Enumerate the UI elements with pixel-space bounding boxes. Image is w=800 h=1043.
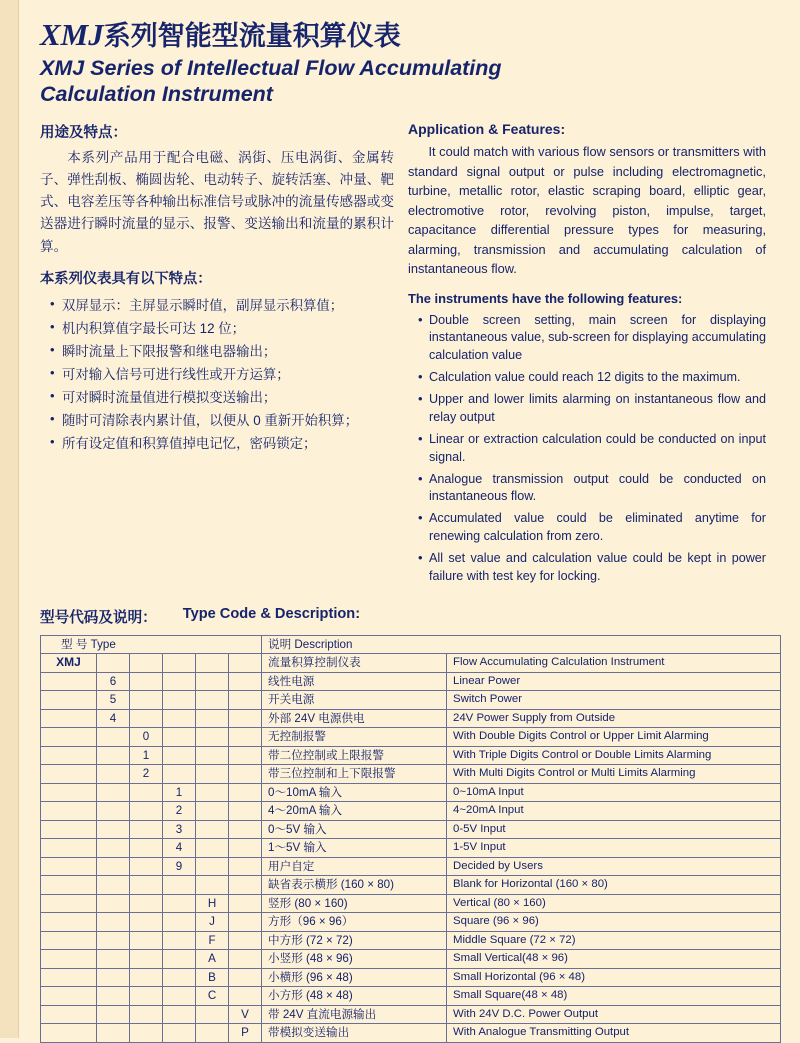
- cell-model-prefix: [41, 820, 97, 839]
- cell-code: [130, 1024, 163, 1043]
- col-header-type: 型 号 Type: [41, 635, 262, 654]
- cell-code: [163, 987, 196, 1006]
- cell-code: [130, 931, 163, 950]
- cell-code: [97, 839, 130, 858]
- cell-code: [97, 931, 130, 950]
- cell-code: [130, 987, 163, 1006]
- cell-code: [97, 820, 130, 839]
- features-list-cn: [40, 294, 394, 455]
- cell-code: [130, 820, 163, 839]
- cell-description-cn: 0～5V 输入: [262, 820, 447, 839]
- cell-code: [130, 802, 163, 821]
- table-row: [41, 654, 781, 673]
- cell-description-en: Middle Square (72 × 72): [447, 931, 781, 950]
- list-item: • Double screen setting, main screen for displaying instantaneous value, sub-screen for displaying accumulating calculation value: [418, 312, 766, 366]
- cell-model-prefix: [41, 857, 97, 876]
- list-item: • All set value and calculation value could be kept in power failure with test key for locking.: [418, 550, 766, 586]
- cell-description-en: With 24V D.C. Power Output: [447, 1005, 781, 1024]
- cell-description-cn: 无控制报警: [262, 728, 447, 747]
- cell-description-cn: 带 24V 直流电源输出: [262, 1005, 447, 1024]
- cell-description-cn: 带模拟变送输出: [262, 1024, 447, 1043]
- cell-code: [163, 746, 196, 765]
- cell-code: [130, 783, 163, 802]
- cell-model-prefix: [41, 1024, 97, 1043]
- cell-code: [163, 894, 196, 913]
- cell-description-en: 0-5V Input: [447, 820, 781, 839]
- cell-code: [196, 728, 229, 747]
- cell-description-cn: 方形（96 × 96）: [262, 913, 447, 932]
- column-english: [408, 121, 766, 589]
- cell-code: [130, 691, 163, 710]
- cell-code: [130, 950, 163, 969]
- table-row: [41, 857, 781, 876]
- cell-code: [196, 654, 229, 673]
- typecode-heading-cn: 型号代码及说明：: [40, 609, 157, 626]
- cell-code: [97, 654, 130, 673]
- cell-code: F: [196, 931, 229, 950]
- cell-model-prefix: [41, 802, 97, 821]
- features-list-en: [408, 312, 766, 586]
- cell-model-prefix: [41, 1005, 97, 1024]
- title-brand: XMJ: [40, 17, 104, 52]
- list-item: • Upper and lower limits alarming on instantaneous flow and relay output: [418, 391, 766, 427]
- cell-code: [163, 709, 196, 728]
- cell-description-cn: 缺省表示横形 (160 × 80): [262, 876, 447, 895]
- cell-code: [196, 1005, 229, 1024]
- cell-model-prefix: [41, 783, 97, 802]
- features-heading-en: The instruments have the following features:: [408, 290, 683, 306]
- cell-model-prefix: [41, 709, 97, 728]
- cell-code: [130, 968, 163, 987]
- cell-code: [229, 931, 262, 950]
- table-row: [41, 672, 781, 691]
- cell-code: [196, 709, 229, 728]
- cell-code: [196, 765, 229, 784]
- cell-code: [97, 802, 130, 821]
- cell-description-cn: 小横形 (96 × 48): [262, 968, 447, 987]
- cell-model-prefix: [41, 913, 97, 932]
- cell-code: [196, 802, 229, 821]
- table-row: [41, 839, 781, 858]
- cell-description-cn: 小方形 (48 × 48): [262, 987, 447, 1006]
- application-heading-en: Application & Features:: [408, 121, 566, 138]
- cell-code: [196, 857, 229, 876]
- cell-code: [163, 931, 196, 950]
- cell-model-prefix: [41, 746, 97, 765]
- cell-description-en: Flow Accumulating Calculation Instrument: [447, 654, 781, 673]
- page-title-en: [40, 55, 780, 107]
- cell-code: 4: [163, 839, 196, 858]
- cell-code: [229, 746, 262, 765]
- cell-code: [196, 876, 229, 895]
- cell-code: [163, 672, 196, 691]
- cell-code: 1: [163, 783, 196, 802]
- cell-code: [130, 876, 163, 895]
- cell-description-en: 1-5V Input: [447, 839, 781, 858]
- cell-code: [229, 783, 262, 802]
- cell-code: [97, 765, 130, 784]
- cell-code: J: [196, 913, 229, 932]
- page-left-margin-bar: [0, 0, 19, 1038]
- page-title-cn: [40, 14, 800, 53]
- cell-code: [196, 691, 229, 710]
- cell-code: [196, 820, 229, 839]
- list-item: • Calculation value could reach 12 digits to the maximum.: [418, 369, 766, 387]
- cell-model-prefix: [41, 691, 97, 710]
- cell-description-en: With Double Digits Control or Upper Limit Alarming: [447, 728, 781, 747]
- cell-description-en: With Triple Digits Control or Double Limits Alarming: [447, 746, 781, 765]
- cell-code: [163, 728, 196, 747]
- cell-description-cn: 开关电源: [262, 691, 447, 710]
- cell-description-cn: 线性电源: [262, 672, 447, 691]
- cell-code: [229, 894, 262, 913]
- cell-description-cn: 外部 24V 电源供电: [262, 709, 447, 728]
- cell-model-prefix: [41, 950, 97, 969]
- cell-code: [229, 802, 262, 821]
- cell-code: [163, 913, 196, 932]
- cell-description-en: With Multi Digits Control or Multi Limits Alarming: [447, 765, 781, 784]
- title-en-line2: Calculation Instrument: [40, 82, 273, 107]
- cell-code: [97, 894, 130, 913]
- cell-code: [196, 1024, 229, 1043]
- cell-code: [130, 1005, 163, 1024]
- cell-code: [229, 857, 262, 876]
- cell-code: [163, 654, 196, 673]
- cell-code: [163, 1005, 196, 1024]
- list-item: • 瞬时流量上下限报警和继电器输出；: [50, 340, 394, 363]
- cell-code: [163, 950, 196, 969]
- cell-code: [196, 839, 229, 858]
- cell-code: [97, 876, 130, 895]
- cell-code: [163, 765, 196, 784]
- cell-description-en: Switch Power: [447, 691, 781, 710]
- cell-model-prefix: XMJ: [41, 654, 97, 673]
- cell-model-prefix: [41, 876, 97, 895]
- title-en-line1: XMJ Series of Intellectual Flow Accumulating: [40, 56, 502, 80]
- cell-code: [97, 746, 130, 765]
- cell-description-cn: 流量积算控制仪表: [262, 654, 447, 673]
- cell-model-prefix: [41, 931, 97, 950]
- cell-description-en: Small Horizontal (96 × 48): [447, 968, 781, 987]
- cell-code: [97, 1024, 130, 1043]
- cell-description-en: Linear Power: [447, 672, 781, 691]
- cell-code: [229, 654, 262, 673]
- cell-description-cn: 4～20mA 输入: [262, 802, 447, 821]
- intro-columns: [40, 121, 780, 589]
- cell-code: [130, 913, 163, 932]
- cell-code: B: [196, 968, 229, 987]
- table-row: [41, 987, 781, 1006]
- cell-description-cn: 竖形 (80 × 160): [262, 894, 447, 913]
- cell-code: 3: [163, 820, 196, 839]
- cell-code: [163, 968, 196, 987]
- cell-model-prefix: [41, 894, 97, 913]
- table-row: [41, 709, 781, 728]
- cell-code: [196, 783, 229, 802]
- list-item: • 所有设定值和积算值掉电记忆，密码锁定；: [50, 432, 394, 455]
- cell-description-en: Blank for Horizontal (160 × 80): [447, 876, 781, 895]
- typecode-heading-en: Type Code & Description:: [182, 605, 361, 622]
- cell-code: [97, 987, 130, 1006]
- cell-code: A: [196, 950, 229, 969]
- cell-code: [163, 876, 196, 895]
- cell-code: [229, 672, 262, 691]
- cell-code: 0: [130, 728, 163, 747]
- cell-code: [163, 691, 196, 710]
- table-row: [41, 691, 781, 710]
- title-cn-rest: 系列智能型流量积算仪表: [103, 21, 401, 51]
- cell-code: [229, 876, 262, 895]
- cell-model-prefix: [41, 968, 97, 987]
- cell-description-en: Square (96 × 96): [447, 913, 781, 932]
- table-row: [41, 728, 781, 747]
- table-row: [41, 950, 781, 969]
- cell-code: [130, 894, 163, 913]
- cell-code: P: [229, 1024, 262, 1043]
- cell-description-cn: 1～5V 输入: [262, 839, 447, 858]
- cell-description-en: 4~20mA Input: [447, 802, 781, 821]
- cell-description-cn: 0～10mA 输入: [262, 783, 447, 802]
- cell-code: V: [229, 1005, 262, 1024]
- table-row: [41, 913, 781, 932]
- cell-code: 4: [97, 709, 130, 728]
- cell-description-en: With Analogue Transmitting Output: [447, 1024, 781, 1043]
- table-row: [41, 765, 781, 784]
- table-row: [41, 1005, 781, 1024]
- cell-model-prefix: [41, 765, 97, 784]
- cell-code: [97, 913, 130, 932]
- cell-code: [97, 728, 130, 747]
- typecode-heading: [40, 606, 800, 627]
- cell-code: H: [196, 894, 229, 913]
- cell-code: [130, 839, 163, 858]
- table-row: [41, 802, 781, 821]
- cell-code: 9: [163, 857, 196, 876]
- cell-code: [229, 728, 262, 747]
- table-row: [41, 968, 781, 987]
- table-row: [41, 931, 781, 950]
- features-heading-cn: 本系列仪表具有以下特点：: [40, 270, 212, 287]
- cell-code: [130, 672, 163, 691]
- list-item: • Linear or extraction calculation could be conducted on input signal.: [418, 431, 766, 467]
- cell-code: [163, 1024, 196, 1043]
- cell-code: [229, 709, 262, 728]
- cell-description-en: 0~10mA Input: [447, 783, 781, 802]
- list-item: • Accumulated value could be eliminated anytime for renewing calculation from zero.: [418, 510, 766, 546]
- cell-code: [229, 968, 262, 987]
- cell-description-cn: 小竖形 (48 × 96): [262, 950, 447, 969]
- table-header-row: [41, 635, 781, 654]
- cell-description-cn: 带三位控制和上下限报警: [262, 765, 447, 784]
- cell-description-en: Vertical (80 × 160): [447, 894, 781, 913]
- table-row: [41, 746, 781, 765]
- list-item: • 可对输入信号可进行线性或开方运算；: [50, 363, 394, 386]
- cell-model-prefix: [41, 672, 97, 691]
- cell-code: [130, 857, 163, 876]
- cell-code: [97, 950, 130, 969]
- cell-code: [97, 783, 130, 802]
- cell-description-cn: 带二位控制或上限报警: [262, 746, 447, 765]
- cell-model-prefix: [41, 987, 97, 1006]
- cell-code: 5: [97, 691, 130, 710]
- cell-description-en: 24V Power Supply from Outside: [447, 709, 781, 728]
- cell-code: C: [196, 987, 229, 1006]
- list-item: • 可对瞬时流量值进行模拟变送输出；: [50, 386, 394, 409]
- cell-code: [229, 691, 262, 710]
- cell-code: [97, 968, 130, 987]
- type-code-table: [40, 635, 781, 1043]
- cell-code: [229, 950, 262, 969]
- table-row: [41, 894, 781, 913]
- cell-code: [130, 709, 163, 728]
- cell-model-prefix: [41, 839, 97, 858]
- column-chinese: [40, 121, 408, 589]
- cell-code: 2: [163, 802, 196, 821]
- application-paragraph-cn: 本系列产品用于配合电磁、涡街、压电涡街、金属转子、弹性刮板、椭圆齿轮、电动转子、旋转活塞、冲量、靶式、电容差压等各种输出标准信号或脉冲的流量传感器或变送器进行瞬时流量的显示、报警、变送输出和流量的累积计算。: [40, 150, 394, 254]
- cell-code: 6: [97, 672, 130, 691]
- cell-description-en: Small Square(48 × 48): [447, 987, 781, 1006]
- list-item: • 机内积算值字最长可达 12 位；: [50, 317, 394, 340]
- cell-code: [229, 765, 262, 784]
- application-paragraph-en: It could match with various flow sensors or transmitters with standard signal output or pulse including electromagnetic, turbine, metallic rotor, elastic scraping board, elliptic gear, electromotive rotor, revolving piston, impulse, target, capacitance differential pressure types for measuring, alarming, transmission and accumulating calculation of instantaneous flow.: [408, 144, 766, 277]
- cell-description-en: Small Vertical(48 × 96): [447, 950, 781, 969]
- cell-description-cn: 中方形 (72 × 72): [262, 931, 447, 950]
- cell-code: [229, 839, 262, 858]
- cell-code: [229, 820, 262, 839]
- table-row: [41, 876, 781, 895]
- cell-code: [229, 913, 262, 932]
- table-row: [41, 783, 781, 802]
- cell-description-cn: 用户自定: [262, 857, 447, 876]
- cell-code: 2: [130, 765, 163, 784]
- list-item: • Analogue transmission output could be conducted on instantaneous flow.: [418, 471, 766, 507]
- cell-code: [196, 746, 229, 765]
- cell-model-prefix: [41, 728, 97, 747]
- cell-code: [97, 1005, 130, 1024]
- col-header-description: 说明 Description: [262, 635, 781, 654]
- cell-description-en: Decided by Users: [447, 857, 781, 876]
- cell-code: 1: [130, 746, 163, 765]
- table-row: [41, 820, 781, 839]
- application-heading-cn: 用途及特点：: [40, 125, 127, 142]
- list-item: • 双屏显示：主屏显示瞬时值，副屏显示积算值；: [50, 294, 394, 317]
- list-item: • 随时可清除表内累计值，以便从 0 重新开始积算；: [50, 409, 394, 432]
- cell-code: [196, 672, 229, 691]
- cell-code: [130, 654, 163, 673]
- cell-code: [97, 857, 130, 876]
- document-page: [18, 0, 800, 1038]
- table-row: [41, 1024, 781, 1043]
- cell-code: [229, 987, 262, 1006]
